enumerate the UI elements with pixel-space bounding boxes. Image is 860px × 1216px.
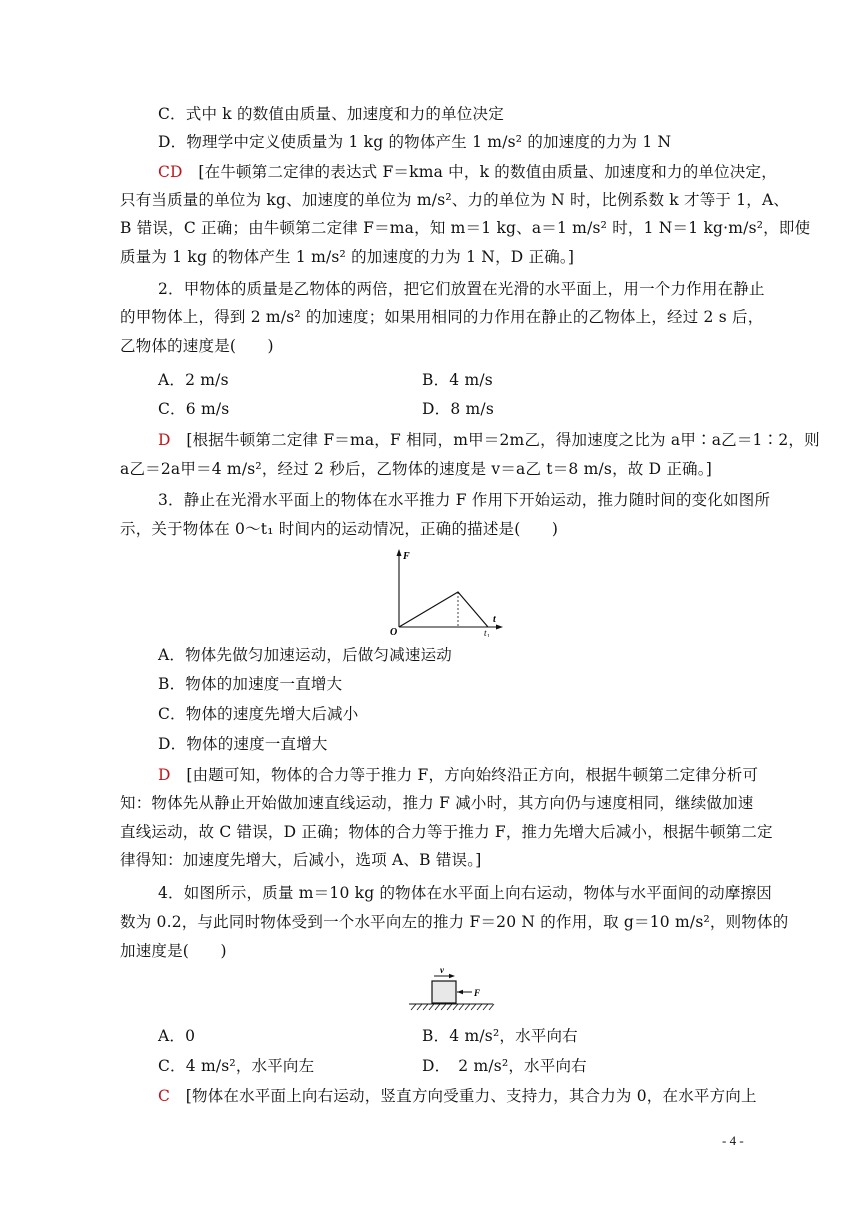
q2-option-a: A．2 m/s	[158, 371, 229, 389]
q2-option-c: C．6 m/s	[158, 400, 230, 418]
q4-option-c: C．4 m/s²，水平向左	[158, 1057, 315, 1075]
graph-origin: O	[390, 627, 398, 637]
page-number: - 4 -	[722, 1133, 744, 1148]
q2-stem-line-3: 乙物体的速度是( )	[120, 337, 274, 355]
q3-option-c: C．物体的速度先增大后减小	[158, 705, 359, 723]
q4-stem-line-3: 加速度是( )	[120, 942, 227, 960]
diagram-force-label: F	[474, 988, 481, 998]
q3-explanation-line-4: 律得知：加速度先增大，后减小，选项 A、B 错误。]	[120, 851, 482, 869]
q4-option-d: D． 2 m/s²，水平向右	[422, 1057, 587, 1075]
q4-explanation-line-1: C [物体在水平面上向右运动，竖直方向受重力、支持力，其合力为 0，在水平方向上	[158, 1087, 757, 1105]
q2-stem-line-2: 的甲物体上，得到 2 m/s² 的加速度；如果用相同的力作用在静止的乙物体上，经过 2 s 后，	[120, 308, 764, 326]
q3-option-d: D．物体的速度一直增大	[158, 735, 328, 753]
q2-stem-line-1: 2．甲物体的质量是乙物体的两倍，把它们放置在光滑的水平面上，用一个力作用在静止	[158, 280, 765, 298]
q4-stem-line-1: 4．如图所示，质量 m＝10 kg 的物体在水平面上向右运动，物体与水平面间的动摩擦因	[158, 884, 772, 902]
q1-explanation-line-1: CD [在牛顿第二定律的表达式 F＝kma 中，k 的数值由质量、加速度和力的单位决定，	[158, 163, 777, 181]
q3-option-b: B．物体的加速度一直增大	[158, 675, 343, 693]
q3-answer: D	[158, 766, 171, 784]
block-force-diagram	[405, 964, 505, 1014]
q1-explanation-line-4: 质量为 1 kg 的物体产生 1 m/s² 的加速度的力为 1 N，D 正确。]	[120, 248, 575, 266]
q2-explanation-line-1: D [根据牛顿第二定律 F＝ma，F 相同，m甲＝2m乙，得加速度之比为 a甲∶a乙＝1∶2，则	[158, 431, 820, 449]
q3-explanation-line-1: D [由题可知，物体的合力等于推力 F，方向始终沿正方向，根据牛顿第二定律分析可	[158, 766, 759, 784]
q3-explanation-line-2: 知：物体先从静止开始做加速直线运动，推力 F 减小时，其方向仍与速度相同，继续做加速	[120, 794, 754, 812]
q1-option-c: C．式中 k 的数值由质量、加速度和力的单位决定	[158, 105, 504, 123]
graph-axis-f: F	[403, 551, 410, 562]
q3-stem-line-1: 3．静止在光滑水平面上的物体在水平推力 F 作用下开始运动，推力随时间的变化如图所	[158, 491, 771, 509]
q3-explanation-line-3: 直线运动，故 C 错误，D 正确；物体的合力等于推力 F，推力先增大后减小，根据牛顿第二定	[120, 823, 773, 841]
graph-axis-t: t	[493, 614, 496, 625]
q1-option-d: D．物理学中定义使质量为 1 kg 的物体产生 1 m/s² 的加速度的力为 1 N	[158, 133, 672, 151]
q3-stem-line-2: 示，关于物体在 0～t₁ 时间内的运动情况，正确的描述是( )	[120, 520, 559, 538]
graph-t1: t₁	[484, 628, 490, 637]
q1-explanation-line-3: B 错误，C 正确；由牛顿第二定律 F＝ma，知 m＝1 kg、a＝1 m/s² 时，1 N＝1 kg·m/s²，即使	[120, 219, 811, 237]
q1-answer: CD	[158, 163, 183, 181]
diagram-velocity-label: v	[440, 965, 444, 975]
q2-answer: D	[158, 431, 171, 449]
q4-stem-line-2: 数为 0.2，与此同时物体受到一个水平向左的推力 F＝20 N 的作用，取 g＝10 m/s²，则物体的	[120, 913, 789, 931]
q4-answer: C	[158, 1087, 171, 1105]
q2-option-d: D．8 m/s	[422, 400, 494, 418]
q1-explanation-line-2: 只有当质量的单位为 kg、加速度的单位为 m/s²、力的单位为 N 时，比例系数 k 才等于 1，A、	[120, 191, 790, 209]
q4-option-b: B．4 m/s²，水平向右	[422, 1027, 578, 1045]
q2-option-b: B．4 m/s	[422, 371, 493, 389]
force-time-graph	[385, 545, 510, 637]
q2-explanation-line-2: a乙＝2a甲＝4 m/s²，经过 2 秒后，乙物体的速度是 v＝a乙 t＝8 m/s，故 D 正确。]	[120, 460, 712, 478]
q4-option-a: A．0	[158, 1027, 196, 1045]
q3-option-a: A．物体先做匀加速运动，后做匀减速运动	[158, 646, 452, 664]
